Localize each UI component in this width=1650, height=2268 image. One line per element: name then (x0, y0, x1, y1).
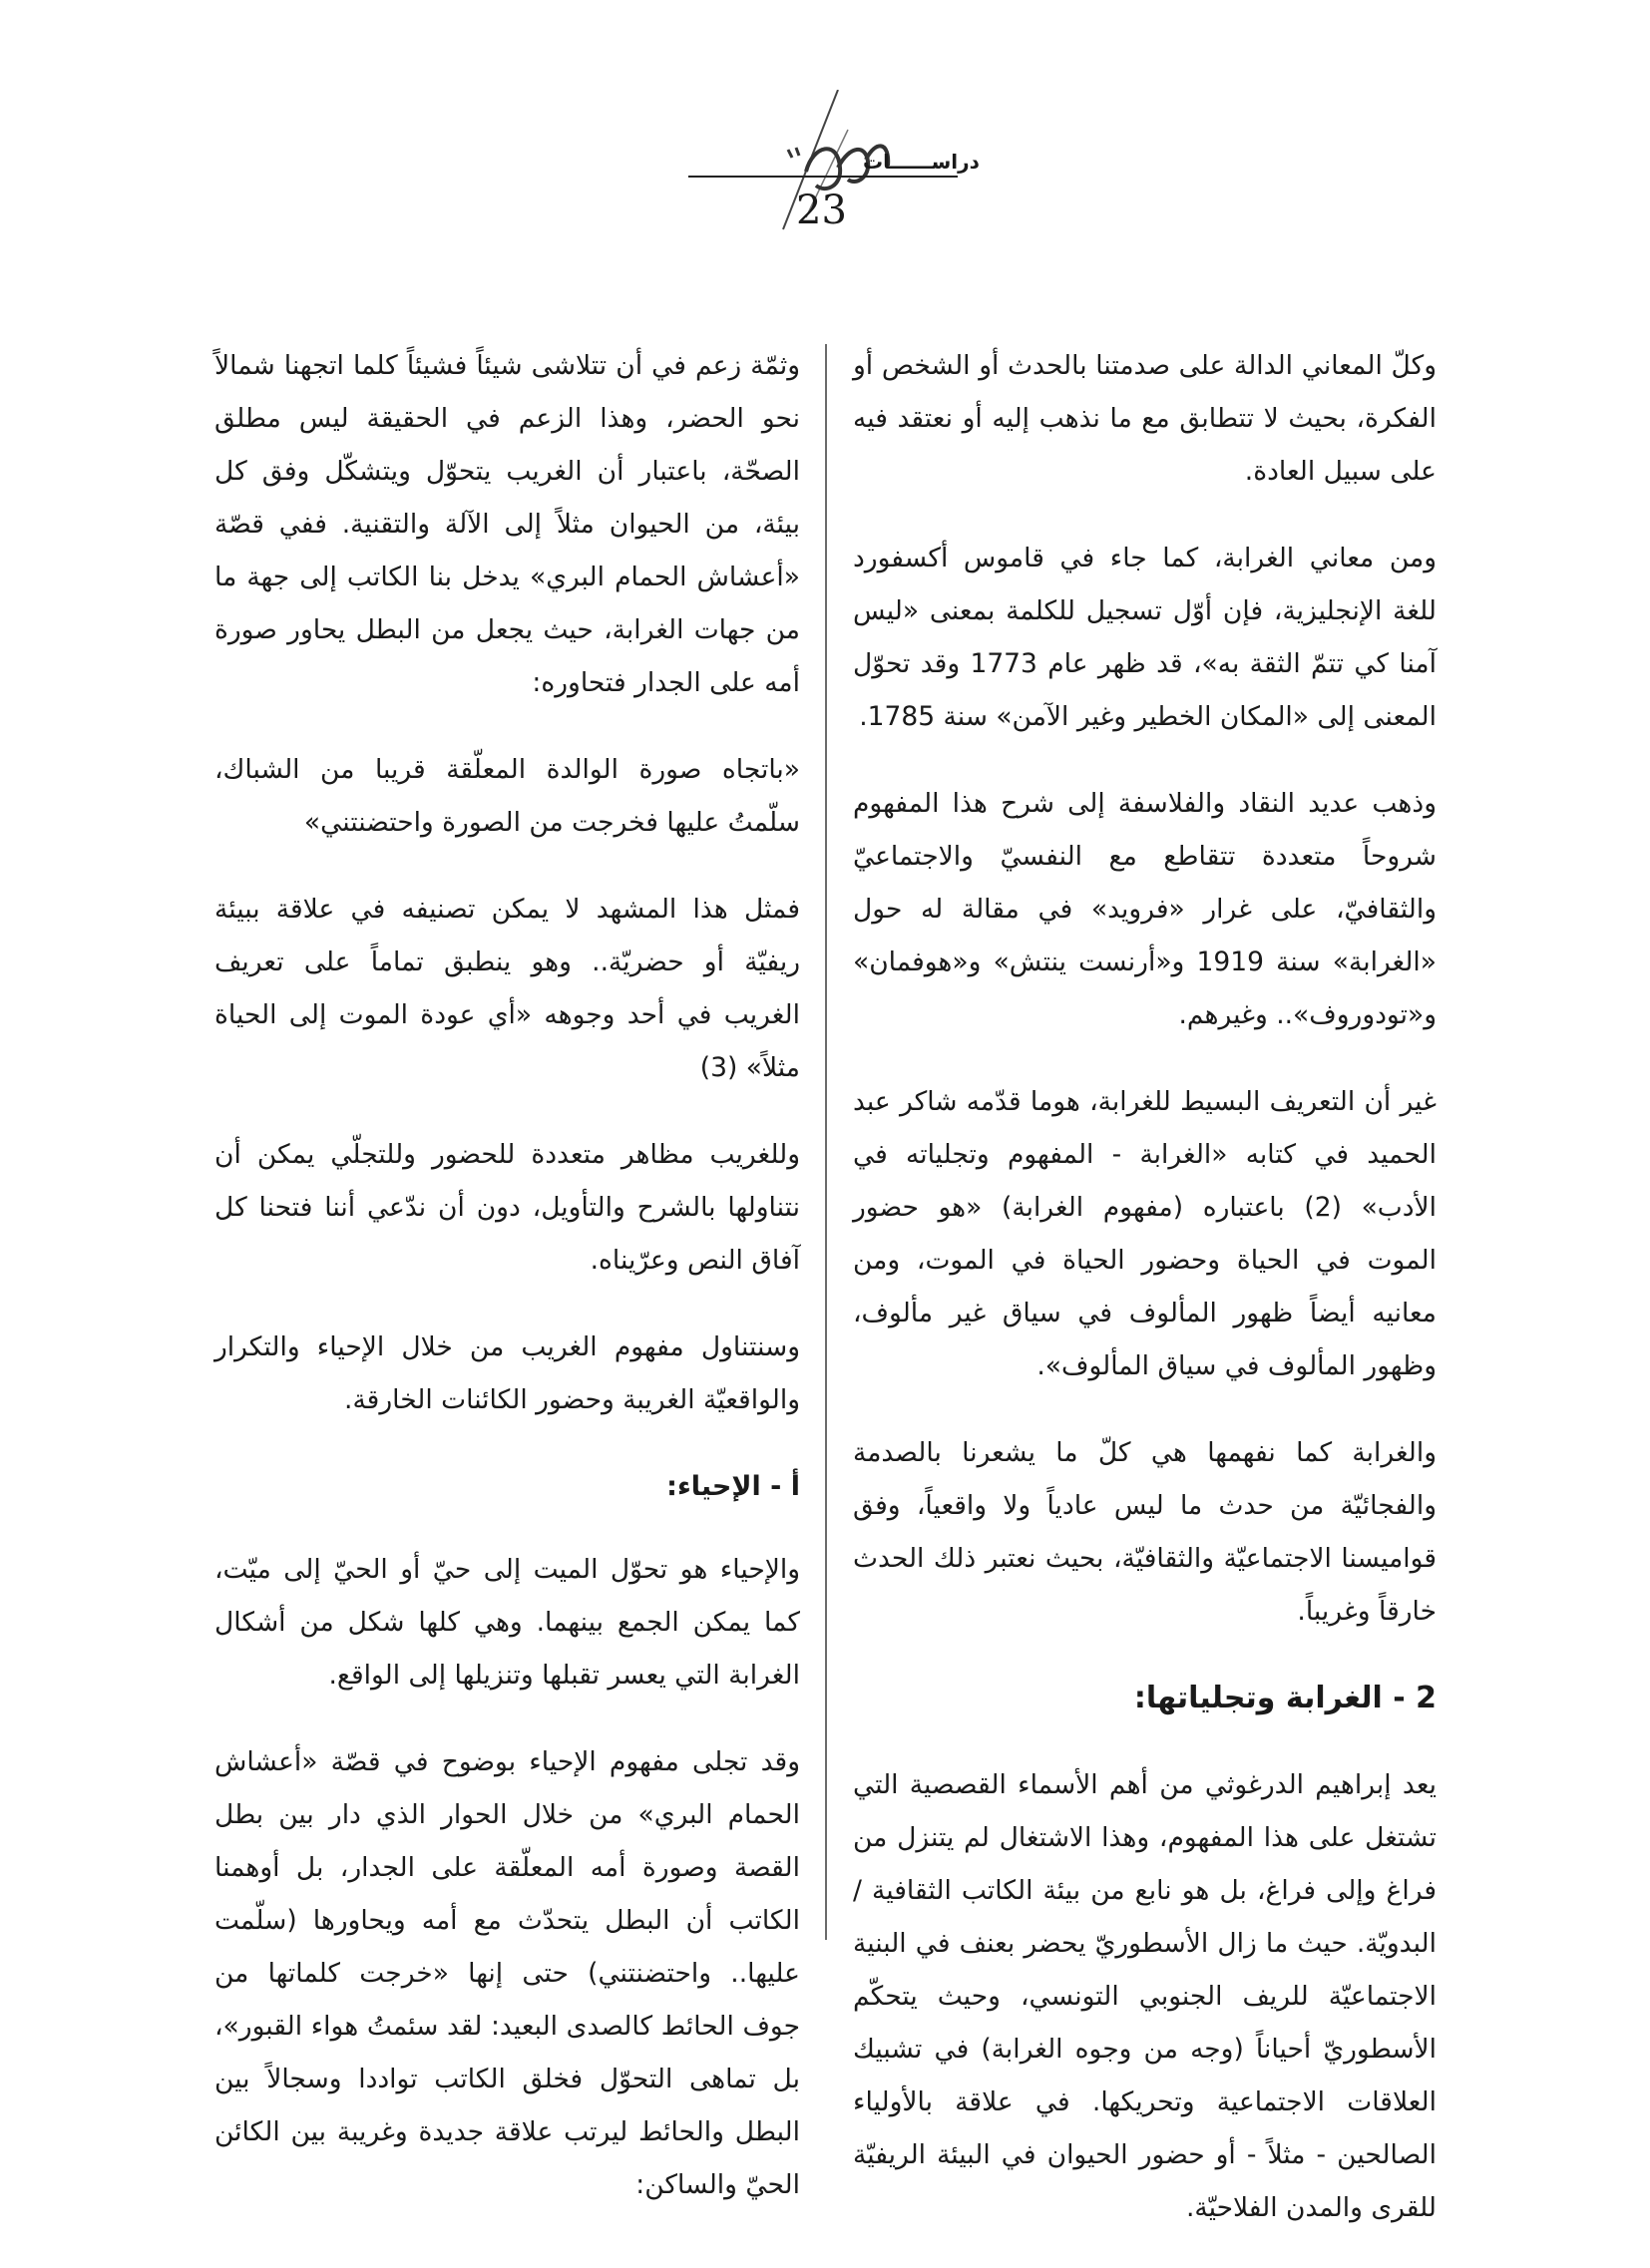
paragraph: وللغريب مظاهر متعددة للحضور وللتجلّي يمكن أن نتناولها بالشرح والتأويل، دون أن ندّعي أننا فتحنا كل آفاق النص وعرّيناه. (214, 1139, 800, 1276)
header-rule (688, 176, 958, 178)
right-column (853, 339, 1437, 2268)
paragraph: يعد إبراهيم الدرغوثي من أهم الأسماء القصصية التي تشتغل على هذا المفهوم، وهذا الاشتغال لم يتنزل من فراغ وإلى فراغ، بل هو نابع من بيئة الكاتب الثقافية / البدويّة. حيث ما زال الأسطوريّ يحضر بعنف في البنية الاجتماعيّة للريف الجنوبي التونسي، وحيث يتحكّم الأسطوريّ أحياناً (وجه من وجوه الغرابة) في تشبيك العلاقات الاجتماعية وتحريكها. في علاقة بالأولياء الصالحين - مثلاً - أو حضور الحيوان في البيئة الريفيّة للقرى والمدن الفلاحيّة. (853, 1769, 1437, 2223)
paragraph: والإحياء هو تحوّل الميت إلى حيّ أو الحيّ إلى ميّت، كما يمكن الجمع بينهما. وهي كلها شكل من أشكال الغرابة التي يعسر تقبلها وتنزيلها إلى الواقع. (214, 1554, 800, 1691)
column-divider (825, 344, 827, 1940)
section-label: دراســــــات (863, 150, 980, 174)
block-quote: «باتجاه صورة الوالدة المعلّقة قريبا من الشباك، سلّمتُ عليها فخرجت من الصورة واحتضنتني» (214, 754, 800, 838)
paragraph: وقد تجلى مفهوم الإحياء بوضوح في قصّة «أعشاش الحمام البري» من خلال الحوار الذي دار بين بطل القصة وصورة أمه المعلّقة على الجدار، بل أوهمنا الكاتب أن البطل يتحدّث مع أمه ويحاورها (سلّمت عليها.. واحتضنتني) حتى إنها «خرجت كلماتها من جوف الحائط كالصدى البعيد: لقد سئمتُ هواء القبور»، بل تماهى التحوّل فخلق الكاتب تواددا وسجالاً بين البطل والحائط ليرتب علاقة جديدة وغريبة بين الكائن الحيّ والساكن: (214, 1746, 800, 2200)
page-number: 23 (796, 188, 847, 233)
subsection-heading: أ - الإحياء: (666, 1471, 800, 1502)
paragraph: والغرابة كما نفهمها هي كلّ ما يشعرنا بالصدمة والفجائيّة من حدث ما ليس عادياً ولا واقعياً، وفق قواميسنا الاجتماعيّة والثقافيّة، بحيث نعتبر ذلك الحدث خارقاً وغريباً. (853, 1437, 1437, 1627)
paragraph: غير أن التعريف البسيط للغرابة، هوما قدّمه شاكر عبد الحميد في كتابه «الغرابة - المفهوم وتجلياته في الأدب» (2) باعتباره (مفهوم الغرابة) «هو حضور الموت في الحياة وحضور الحياة في الموت، ومن معانيه أيضاً ظهور المألوف في سياق غير مألوف، وظهور المألوف في سياق المألوف». (853, 1086, 1438, 1381)
paragraph: فمثل هذا المشهد لا يمكن تصنيفه في علاقة ببيئة ريفيّة أو حضريّة.. وهو ينطبق تماماً على تعريف الغريب في أحد وجوهه «أي عودة الموت إلى الحياة مثلاً» (3) (214, 894, 800, 1083)
paragraph: وكلّ المعاني الدالة على صدمتنا بالحدث أو الشخص أو الفكرة، بحيث لا تتطابق مع ما نذهب إليه أو نعتقد فيه على سبيل العادة. (853, 350, 1437, 487)
left-column (214, 339, 800, 2245)
paragraph: وثمّة زعم في أن تتلاشى شيئاً فشيئاً كلما اتجهنا شمالاً نحو الحضر، وهذا الزعم في الحقيقة ليس مطلق الصحّة، باعتبار أن الغريب يتحوّل ويتشكّل وفق كل بيئة، من الحيوان مثلاً إلى الآلة والتقنية. ففي قصّة «أعشاش الحمام البري» يدخل بنا الكاتب إلى جهة ما من جهات الغرابة، حيث يجعل من البطل يحاور صورة أمه على الجدار فتحاوره: (214, 350, 800, 698)
section-heading: 2 - الغرابة وتجلياتها: (1133, 1681, 1437, 1715)
paragraph: وسنتناول مفهوم الغريب من خلال الإحياء والتكرار والواقعيّة الغريبة وحضور الكائنات الخارقة. (214, 1331, 800, 1415)
paragraph: وذهب عديد النقاد والفلاسفة إلى شرح هذا المفهوم شروحاً متعددة تتقاطع مع النفسيّ والاجتماعيّ والثقافيّ، على غرار «فرويد» في مقالة له حول «الغرابة» سنة 1919 و«أرنست ينتش» و«هوفمان» و«تودوروف».. وغيرهم. (853, 788, 1437, 1030)
masthead (688, 90, 988, 239)
paragraph: ومن معاني الغرابة، كما جاء في قاموس أكسفورد للغة الإنجليزية، فإن أوّل تسجيل للكلمة بمعنى «ليس آمنا كي تتمّ الثقة به»، قد ظهر عام 1773 وقد تحوّل المعنى إلى «المكان الخطير وغير الآمن» سنة 1785. (853, 543, 1437, 732)
